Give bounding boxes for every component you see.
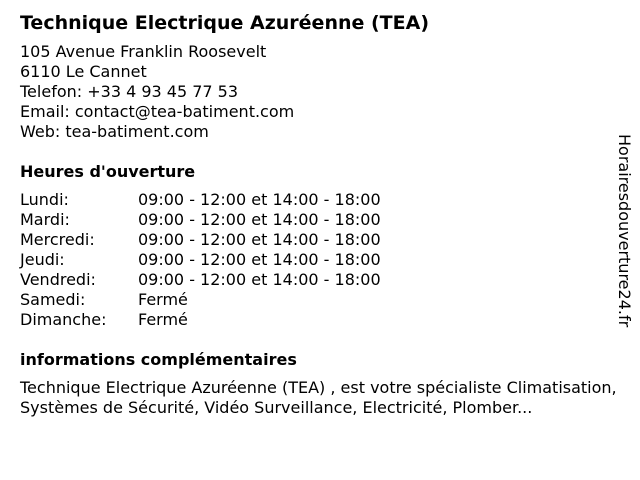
opening-hours-heading: Heures d'ouverture <box>20 162 196 181</box>
hours-row-saturday <box>20 290 626 310</box>
day-label: Samedi: <box>20 290 86 309</box>
website-line: Web: tea-batiment.com <box>20 122 209 141</box>
address-line-city: 6110 Le Cannet <box>20 62 147 81</box>
day-label: Mercredi: <box>20 230 95 249</box>
day-hours: 09:00 - 12:00 et 14:00 - 18:00 <box>138 250 381 269</box>
additional-info-heading: informations complémentaires <box>20 350 297 369</box>
day-hours: Fermé <box>138 290 188 309</box>
day-label: Vendredi: <box>20 270 96 289</box>
day-hours: Fermé <box>138 310 188 329</box>
hours-row-wednesday <box>20 230 626 250</box>
day-label: Dimanche: <box>20 310 107 329</box>
contact-block <box>20 42 626 142</box>
phone-line: Telefon: +33 4 93 45 77 53 <box>20 82 239 101</box>
hours-row-monday <box>20 190 626 210</box>
hours-row-thursday <box>20 250 626 270</box>
opening-hours-table <box>20 190 626 330</box>
day-hours: 09:00 - 12:00 et 14:00 - 18:00 <box>138 190 381 209</box>
day-label: Jeudi: <box>20 250 65 269</box>
business-card <box>20 10 626 418</box>
day-label: Lundi: <box>20 190 69 209</box>
site-watermark: Horairesdouverture24.fr <box>615 134 634 328</box>
day-label: Mardi: <box>20 210 70 229</box>
hours-row-friday <box>20 270 626 290</box>
additional-info-text: Technique Electrique Azuréenne (TEA) , est votre spécialiste Climatisation, Systèmes de Sécurité, Vidéo Surveillance, Electricité, Plomber... <box>20 378 617 417</box>
day-hours: 09:00 - 12:00 et 14:00 - 18:00 <box>138 230 381 249</box>
email-line: Email: contact@tea-batiment.com <box>20 102 295 121</box>
hours-row-tuesday <box>20 210 626 230</box>
hours-row-sunday <box>20 310 626 330</box>
business-name: Technique Electrique Azuréenne (TEA) <box>20 12 430 34</box>
day-hours: 09:00 - 12:00 et 14:00 - 18:00 <box>138 210 381 229</box>
day-hours: 09:00 - 12:00 et 14:00 - 18:00 <box>138 270 381 289</box>
address-line-street: 105 Avenue Franklin Roosevelt <box>20 42 267 61</box>
